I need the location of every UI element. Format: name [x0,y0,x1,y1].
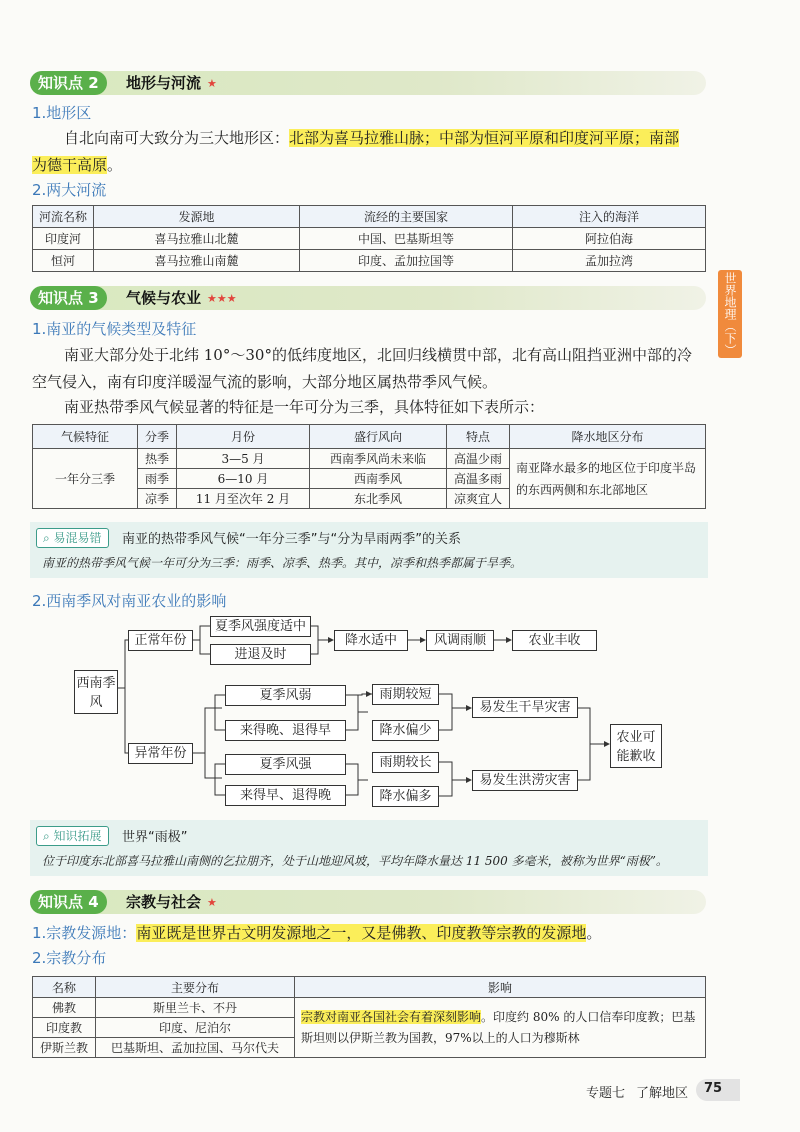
climate-table: 气候特征 分季 月份 盛行风向 特点 降水地区分布 一年分三季 热季 3—5 月 西南季风尚未来临 高温少雨 南亚降水最多的地区位于印度半岛的东西两侧和东北部地区 雨季 6—10 月 西南季风 高温多雨 凉季 11 月至次年 2 月 东北季风 凉爽宜人 [32,424,706,509]
tip-box-extension [30,820,708,876]
religion-table: 名称 主要分布 影响 佛教 斯里兰卡、不丹 宗教对南亚各国社会有着深刻影响。印度约 80% 的人口信奉印度教；巴基斯坦则以伊斯兰教为国教，97%以上的人口为穆斯林 印度教 印度、尼泊尔 伊斯兰教 巴基斯坦、孟加拉国、马尔代夫 [32,976,706,1058]
table-row: 佛教 斯里兰卡、不丹 宗教对南亚各国社会有着深刻影响。印度约 80% 的人口信奉印度教；巴基斯坦则以伊斯兰教为国教，97%以上的人口为穆斯林 [33,998,706,1018]
tip-icon: ⌕ [43,531,54,545]
religion-origin: 1.宗教发源地：南亚既是世界古文明发源地之一，又是佛教、印度教等宗教的发源地。 [32,924,602,942]
flow-node-less-rain: 降水偏少 [372,720,439,741]
flow-node-strong-monsoon: 夏季风强 [225,754,346,775]
tip-text: 位于印度东北部喜马拉雅山南侧的乞拉朋齐，处于山地迎风坡，平均年降水量达 11 500 多毫米，被称为世界“雨极”。 [42,854,668,868]
tip-badge: ⌕ 知识拓展 [36,826,109,846]
table-row: 印度河 喜马拉雅山北麓 中国、巴基斯坦等 阿拉伯海 [33,228,706,250]
section-title: 地形与河流 [126,74,202,92]
flow-node-good-weather: 风调雨顺 [426,630,494,651]
importance-stars: ★ [207,896,217,909]
section-tag: 知识点 2 [30,71,107,95]
section-title: 气候与农业 [126,289,202,307]
highlight-text: 南亚既是世界古文明发源地之一，又是佛教、印度教等宗教的发源地 [136,924,587,942]
flow-node-early-late: 来得早、退得晚 [225,785,346,806]
section-header-4 [30,890,706,914]
flow-node-timely: 进退及时 [210,644,311,665]
chapter-side-tab: 世界地理（下） [718,270,742,358]
table-row: 伊斯兰教 巴基斯坦、孟加拉国、马尔代夫 [33,1038,706,1058]
flow-node-drought: 易发生干旱灾害 [472,697,578,718]
tip-icon: ⌕ [43,829,54,843]
footer-topic: 专题七 [586,1086,626,1101]
section-tag: 知识点 4 [30,890,107,914]
climate-paragraph-2: 南亚热带季风气候显著的特征是一年可分为三季，具体特征如下表所示： [64,398,545,416]
terrain-paragraph: 自北向南可大致分为三大地形区：北部为喜马拉雅山脉；中部为恒河平原和印度河平原；南部 为德干高原。 [32,129,680,174]
flow-node-short-rain: 雨期较短 [372,684,439,705]
highlight-text: 宗教对南亚各国社会有着深刻影响 [301,1009,482,1024]
tip-title: 世界“雨极” [122,830,188,845]
table-row: 印度教 印度、尼泊尔 [33,1018,706,1038]
river-table: 河流名称 发源地 流经的主要国家 注入的海洋 印度河 喜马拉雅山北麓 中国、巴基斯坦等 阿拉伯海 恒河 喜马拉雅山南麓 印度、孟加拉国等 孟加拉湾 [32,205,706,272]
flow-node-long-rain: 雨期较长 [372,752,439,773]
highlight-text: 为德干高原 [32,156,108,174]
flow-node-more-rain: 降水偏多 [372,786,439,807]
table-row: 雨季 6—10 月 西南季风 高温多雨 [33,469,706,489]
subheading-religion-dist: 2.宗教分布 [32,949,107,967]
religion-impact: 宗教对南亚各国社会有着深刻影响。印度约 80% 的人口信奉印度教；巴基斯坦则以伊斯兰教为国教，97%以上的人口为穆斯林 [295,998,706,1058]
page-number: 75 [704,1081,723,1096]
flow-node-flood: 易发生洪涝灾害 [472,770,578,791]
importance-stars: ★ [207,77,217,90]
section-title: 宗教与社会 [126,893,202,911]
flow-node-weak-monsoon: 夏季风弱 [225,685,346,706]
flow-node-moderate-monsoon: 夏季风强度适中 [210,616,311,637]
subheading-climate: 1.南亚的气候类型及特征 [32,320,197,338]
table-row: 一年分三季 热季 3—5 月 西南季风尚未来临 高温少雨 南亚降水最多的地区位于印度半岛的东西两侧和东北部地区 [33,449,706,469]
subheading-terrain: 1.地形区 [32,104,92,122]
section-tag: 知识点 3 [30,286,107,310]
flow-node-poor-harvest: 农业可能歉收 [610,724,662,768]
subheading-monsoon: 2.西南季风对南亚农业的影响 [32,592,227,610]
footer-title: 了解地区 [636,1086,689,1101]
flow-node-harvest: 农业丰收 [512,630,597,651]
flow-node-moderate-rain: 降水适中 [334,630,408,651]
flow-node-root: 西南季风 [74,670,118,714]
flow-node-abnormal: 异常年份 [128,743,193,764]
table-row: 凉季 11 月至次年 2 月 东北季风 凉爽宜人 [33,489,706,509]
flow-node-late-early: 来得晚、退得早 [225,720,346,741]
subheading-rivers: 2.两大河流 [32,181,107,199]
tip-badge: ⌕ 易混易错 [36,528,109,548]
table-row: 恒河 喜马拉雅山南麓 印度、孟加拉国等 孟加拉湾 [33,250,706,272]
tip-title: 南亚的热带季风气候“一年分三季”与“分为旱雨两季”的关系 [122,532,461,547]
climate-paragraph: 南亚大部分处于北纬 10°～30°的低纬度地区，北回归线横贯中部，北有高山阻挡亚洲中部的冷 空气侵入，南有印度洋暖湿气流的影响，大部分地区属热带季风气候。 [32,346,692,391]
flow-node-normal: 正常年份 [128,630,193,651]
highlight-text: 北部为喜马拉雅山脉；中部为恒河平原和印度河平原；南部 [289,129,680,147]
subheading-religion-origin: 1.宗教发源地： [32,924,137,942]
page-number-badge [696,1079,740,1101]
tip-text: 南亚的热带季风气候一年可分为三季：雨季、凉季、热季。其中，凉季和热季都属于旱季。 [42,556,523,570]
importance-stars: ★★★ [207,292,237,305]
